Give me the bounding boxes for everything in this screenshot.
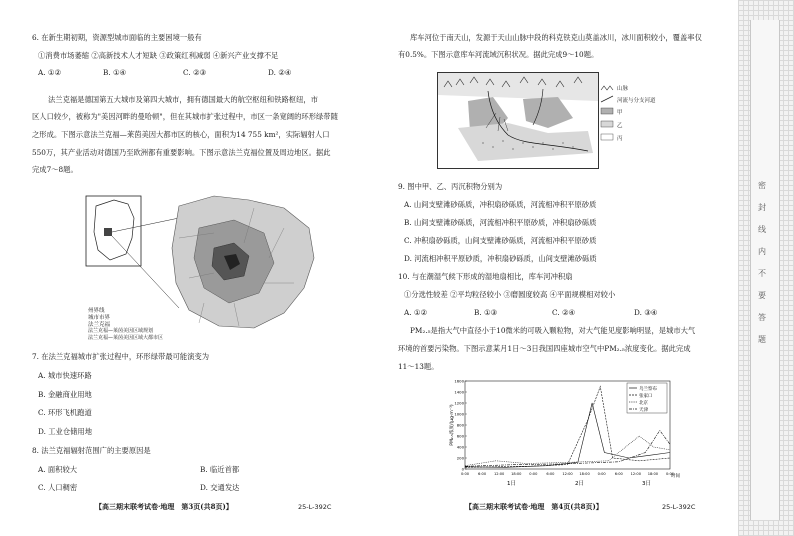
q10-items: ①分选性较差 ②平均粒径较小 ③磨圆度较高 ④平面规模相对较小: [404, 290, 616, 299]
y-tick-label: 400: [456, 444, 464, 450]
q9-option-d: D. 河流相冲积平原砂质，冲积扇砂砾质，山间支壁滩砂砾质: [404, 254, 597, 263]
q8-option-a: A. 面积较大: [38, 465, 78, 474]
y-tick-label: 800: [456, 422, 464, 428]
q6-stem: 6. 在新生期初期，资源型城市面临的主要困境一般有: [32, 33, 202, 42]
day-label-2: 2日: [575, 481, 584, 487]
kuqa-legend-yi: 乙: [617, 123, 623, 129]
y-tick-label: 0: [461, 466, 464, 472]
x-tick-label: 12:00: [630, 472, 642, 476]
passage-line-4: 550万，其产业活动对德国乃至欧洲都有重要影响。下图示意法兰克福位置及周边地区。据此: [32, 148, 331, 157]
map-legend-state-line: 州界线: [88, 308, 105, 314]
day-label-3: 3日: [642, 481, 651, 487]
intro-line-2: 有0.5%。下图示意库车河流域沉积状况。据此完成9～10题。: [398, 50, 599, 59]
q6-option-b: B. ①④: [103, 68, 127, 77]
q6-option-a: A. ①②: [38, 68, 61, 77]
legend-tianjin: 天津: [639, 408, 648, 413]
q10-option-c: C. ②④: [552, 308, 576, 317]
x-tick-label: 18:00: [579, 472, 590, 476]
x-tick-label: 12:00: [493, 472, 505, 476]
left-footer: 【高三期末联考试卷·地理 第3页(共8页)】: [95, 502, 233, 511]
map-legend-city-line: 城市市界: [88, 315, 111, 321]
frankfurt-map: [84, 188, 324, 341]
x-tick-label: 0:00: [597, 472, 606, 476]
kuqa-river-map: [437, 72, 599, 169]
q10-option-b: B. ①③: [474, 308, 498, 317]
y-tick-label: 1200: [454, 400, 464, 406]
seal-char-7: 答: [758, 313, 766, 322]
seal-char-4: 内: [758, 247, 766, 256]
q7-option-d: D. 工业仓储用地: [38, 427, 93, 436]
q9-option-c: C. 冲积扇砂砾质，山间支壁滩砂砾质，河流相冲积平原砂质: [404, 236, 597, 245]
q6-items: ①消费市场萎缩 ②高新技术人才短缺 ③政策红利减弱 ④新兴产业支撑不足: [38, 51, 279, 60]
seal-char-3: 线: [758, 225, 766, 234]
pm25-xlabel: 时间: [671, 474, 680, 479]
seal-char-6: 要: [758, 291, 766, 300]
seal-char-5: 不: [758, 269, 766, 278]
q6-option-c: C. ②③: [183, 68, 207, 77]
q9-option-b: B. 山间支壁滩砂砾质，河流相冲积平原砂质，冲积扇砂砾质: [404, 218, 597, 227]
x-tick-label: 6:00: [478, 472, 487, 476]
legend-beijing: 北京: [639, 401, 648, 406]
y-tick-label: 1600: [454, 378, 464, 384]
q7-option-a: A. 城市快速环路: [38, 371, 92, 380]
pm25-chart-svg: [447, 377, 682, 487]
map-legend-frankfurt: 法兰克福: [88, 322, 111, 328]
x-tick-label: 0:00: [529, 472, 538, 476]
right-code: 25-L-392C: [662, 503, 696, 511]
seal-char-1: 密: [758, 181, 766, 190]
q8-option-c: C. 人口稠密: [38, 483, 78, 492]
pm-passage-line-1: PM₂.₅是指大气中直径小于10微米的可吸入颗粒物，对大气能见度影响明显，是城市大气: [410, 326, 696, 335]
x-tick-label: 6:00: [546, 472, 555, 476]
x-tick-label: 18:00: [647, 472, 659, 476]
inset-frankfurt-marker: [104, 228, 112, 236]
kuqa-map-legend: [600, 84, 680, 154]
pm-passage-line-2: 环境的首要污染物。下图示意某月1日～3日我国四座城市空气中PM₂.₅浓度变化。据此完成: [398, 344, 691, 353]
x-tick-label: 12:00: [562, 472, 573, 476]
q9-stem: 9. 图中甲、乙、丙沉积物分别为: [398, 182, 503, 191]
legend-wulanchabu: 乌兰察布: [639, 387, 657, 392]
seal-char-8: 题: [758, 335, 766, 344]
left-page: [0, 0, 390, 536]
pm25-chart: [447, 377, 682, 487]
intro-line-1: 库车河位于南天山，发源于天山山脉中段的科克铁克山莫盖冰川，冰川面积较小，覆盖率仅: [410, 33, 702, 42]
x-tick-label: 0:00: [460, 472, 470, 476]
frankfurt-map-svg: [84, 188, 324, 338]
kuqa-legend-mountain: 山脉: [617, 86, 629, 92]
map-legend-metro-area: 法兰克福—莱茵美因区域大都市区: [88, 335, 164, 341]
q8-option-d: D. 交通发达: [200, 483, 240, 492]
y-tick-label: 600: [456, 433, 464, 439]
q6-option-d: D. ②④: [268, 68, 292, 77]
q8-stem: 8. 法兰克福辐射范围广的主要原因是: [32, 446, 151, 455]
seal-line-sidebar: [738, 0, 794, 536]
kuqa-legend-jia: 甲: [617, 110, 623, 116]
x-tick-label: 6:00: [614, 472, 623, 476]
pm25-ylabel: PM₂.₅浓度/(μg·m⁻³): [450, 404, 455, 446]
q7-option-b: B. 金融商业用地: [38, 390, 92, 399]
y-tick-label: 200: [456, 455, 464, 461]
passage-line-3: 之形成。下图示意法兰克福—莱茵美因大都市区的核心，面积为14 755 km²，实际辐射人口: [32, 130, 330, 139]
y-tick-label: 1000: [454, 411, 464, 417]
passage-line-2: 区人口较少，被称为"美因河畔的曼哈顿"，但在其城市扩张过程中，市区一条宽阔的环形绿带随: [32, 112, 338, 121]
kuqa-legend-bing: 丙: [617, 136, 623, 142]
right-page: [392, 0, 737, 536]
kuqa-legend-swatches: [600, 84, 614, 146]
q7-option-c: C. 环形飞机跑道: [38, 408, 92, 417]
right-footer: 【高三期末联考试卷·地理 第4页(共8页)】: [465, 502, 603, 511]
q10-option-a: A. ①②: [404, 308, 427, 317]
x-tick-label: 18:00: [511, 472, 522, 476]
kuqa-legend-river: 河流与分支河道: [617, 98, 656, 104]
pm-passage-line-3: 11～13题。: [398, 362, 439, 371]
q9-option-a: A. 山间支壁滩砂砾质，冲积扇砂砾质，河流相冲积平原砂质: [404, 200, 597, 209]
kuqa-map-svg: [438, 73, 598, 168]
y-tick-label: 1400: [454, 389, 464, 395]
legend-zhangjiakou: 张家口: [639, 394, 653, 399]
q10-option-d: D. ③④: [634, 308, 658, 317]
q8-option-b: B. 临近首都: [200, 465, 240, 474]
seal-char-2: 封: [758, 203, 766, 212]
passage-line-5: 完成7～8题。: [32, 165, 78, 174]
q7-stem: 7. 在法兰克福城市扩张过程中，环形绿带最可能演变为: [32, 352, 210, 361]
x-tick-label: 0:00: [665, 472, 675, 476]
left-code: 25-L-392C: [298, 503, 332, 511]
passage-line-1: 法兰克福是德国第五大城市及第四大城市，拥有德国最大的航空枢纽和铁路枢纽，市: [48, 95, 318, 104]
map-legend-region-plan: 法兰克福—莱茵美因区域规划: [88, 328, 154, 334]
q10-stem: 10. 与在潮湿气候下形成的湿地扇相比，库车河冲积扇: [398, 272, 573, 281]
day-label-1: 1日: [507, 481, 516, 487]
